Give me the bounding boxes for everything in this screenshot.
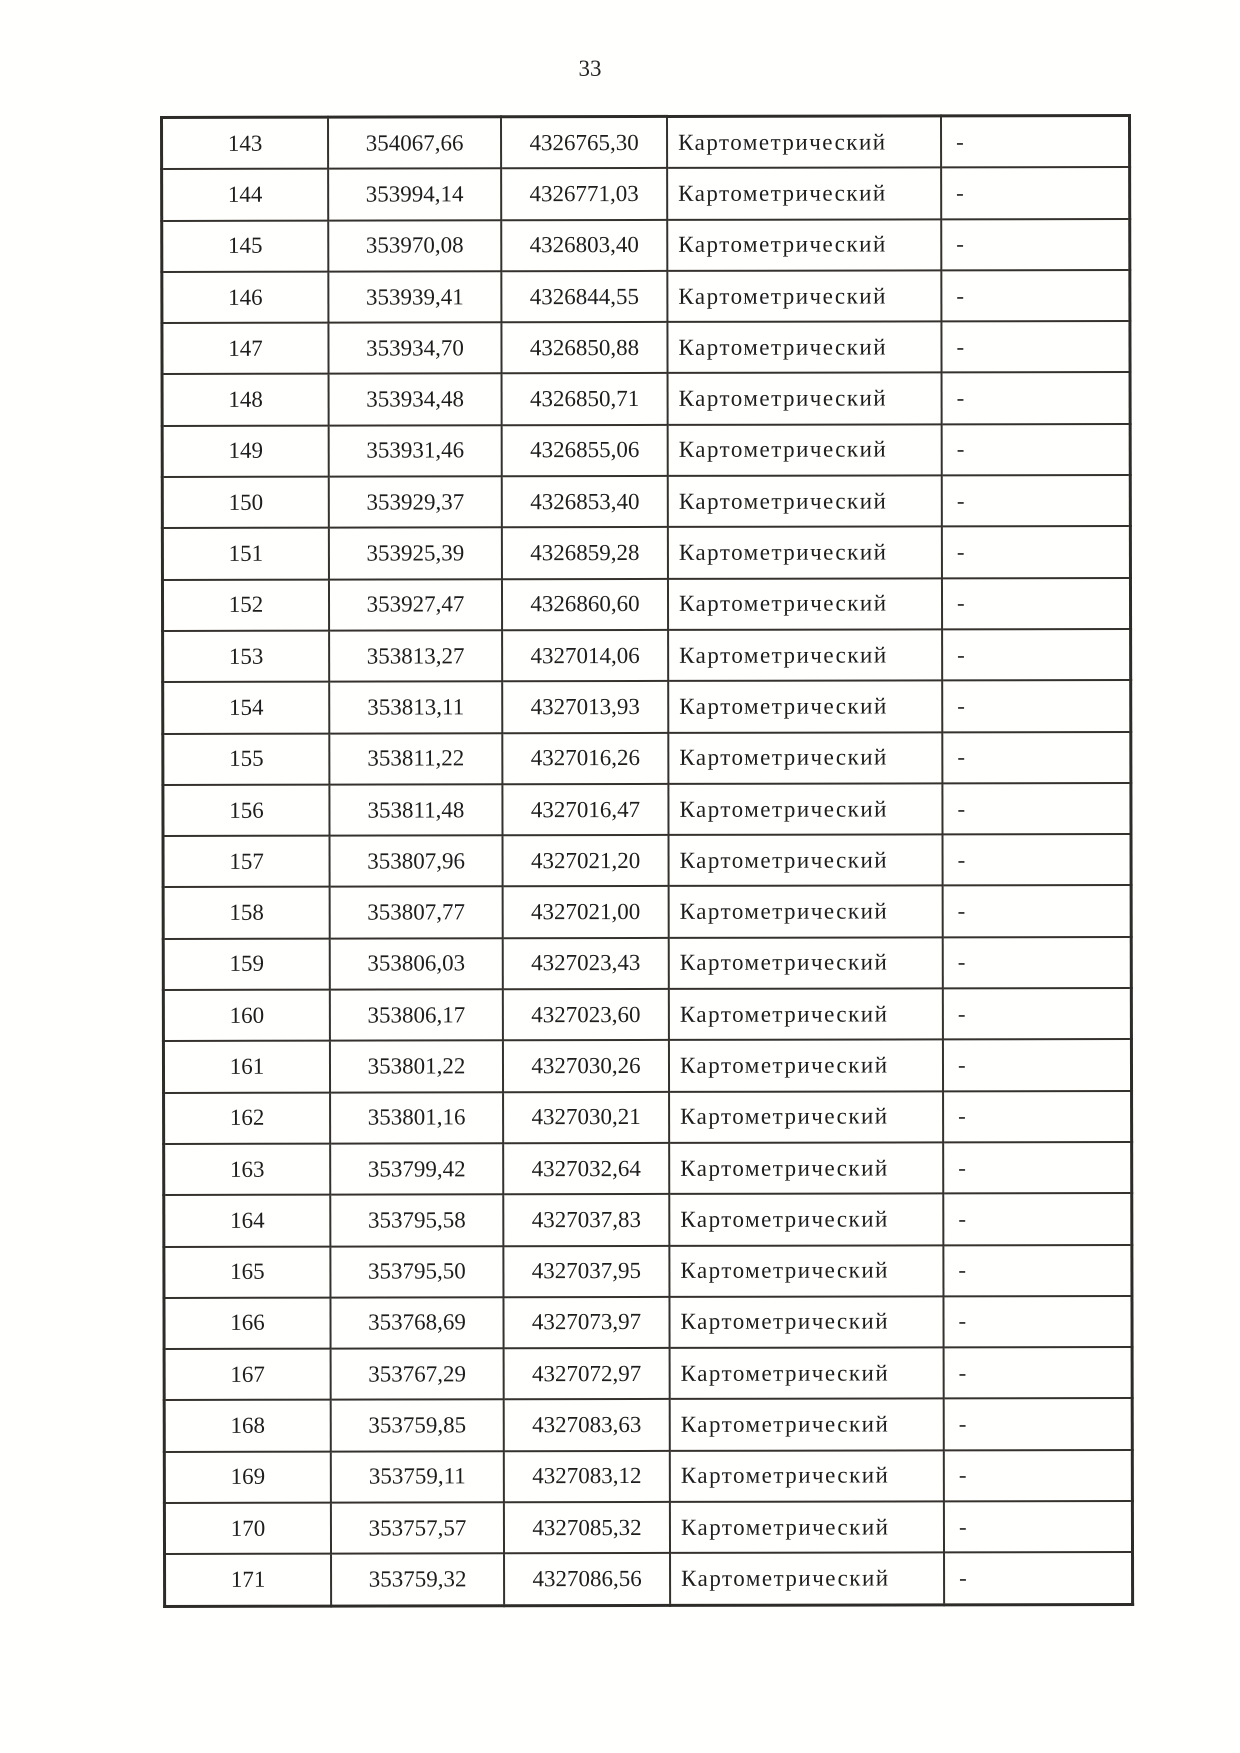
- cell-coordinate-y: 4327072,97: [504, 1348, 670, 1400]
- cell-point-number: 168: [164, 1400, 331, 1452]
- cell-dash: -: [942, 732, 1131, 784]
- cell-method: Картометрический: [669, 1194, 943, 1246]
- cell-dash: -: [942, 629, 1131, 681]
- cell-coordinate-y: 4326765,30: [501, 116, 667, 168]
- cell-coordinate-x: 353801,16: [330, 1092, 503, 1144]
- cell-method: Картометрический: [670, 1450, 944, 1502]
- cell-dash: -: [943, 1142, 1132, 1194]
- cell-dash: -: [944, 1450, 1133, 1502]
- cell-method: Картометрический: [669, 1245, 943, 1297]
- cell-coordinate-x: 353813,11: [329, 682, 502, 734]
- cell-coordinate-x: 353806,03: [330, 938, 503, 990]
- table-row: [164, 1244, 1132, 1297]
- cell-point-number: 147: [162, 323, 329, 375]
- cell-coordinate-x: 353795,50: [330, 1246, 503, 1298]
- cell-point-number: 155: [163, 733, 330, 785]
- cell-point-number: 171: [165, 1554, 332, 1606]
- cell-coordinate-x: 353813,27: [329, 630, 502, 682]
- cell-coordinate-y: 4327014,06: [502, 630, 668, 682]
- cell-method: Картометрический: [669, 1091, 943, 1143]
- cell-method: Картометрический: [669, 886, 943, 938]
- cell-coordinate-y: 4327083,12: [504, 1451, 670, 1503]
- cell-point-number: 146: [162, 272, 329, 324]
- cell-method: Картометрический: [670, 1501, 944, 1553]
- table-row: [163, 1039, 1131, 1092]
- cell-dash: -: [943, 1244, 1132, 1296]
- table-row: [165, 1552, 1133, 1606]
- cell-point-number: 166: [164, 1297, 331, 1349]
- table-row: [163, 885, 1131, 938]
- cell-dash: -: [942, 680, 1131, 732]
- cell-coordinate-y: 4326860,60: [502, 579, 668, 631]
- cell-coordinate-y: 4327013,93: [502, 681, 668, 733]
- cell-dash: -: [943, 885, 1132, 937]
- cell-method: Картометрический: [668, 527, 942, 579]
- cell-coordinate-x: 353759,32: [331, 1554, 504, 1606]
- table-row: [162, 321, 1130, 374]
- cell-coordinate-x: 353994,14: [328, 169, 501, 221]
- cell-dash: -: [943, 988, 1132, 1040]
- cell-coordinate-y: 4327021,20: [503, 835, 669, 887]
- cell-point-number: 169: [164, 1451, 331, 1503]
- cell-method: Картометрический: [667, 168, 941, 220]
- cell-method: Картометрический: [670, 1347, 944, 1399]
- cell-point-number: 157: [163, 836, 330, 888]
- table-row: [163, 783, 1131, 836]
- table-row: [163, 629, 1131, 682]
- coordinates-table: [160, 114, 1134, 1608]
- cell-method: Картометрический: [669, 988, 943, 1040]
- cell-method: Картометрический: [669, 1142, 943, 1194]
- cell-coordinate-x: 354067,66: [328, 117, 501, 169]
- cell-dash: -: [941, 115, 1130, 167]
- table-row: [163, 732, 1131, 785]
- cell-point-number: 159: [163, 938, 330, 990]
- table-row: [164, 1450, 1132, 1503]
- cell-coordinate-x: 353811,48: [329, 784, 502, 836]
- cell-dash: -: [944, 1398, 1133, 1450]
- cell-coordinate-y: 4327083,63: [504, 1399, 670, 1451]
- coordinates-table-wrap: [160, 114, 1134, 1608]
- cell-point-number: 162: [164, 1092, 331, 1144]
- cell-coordinate-x: 353925,39: [329, 528, 502, 580]
- cell-coordinate-y: 4327030,21: [503, 1092, 669, 1144]
- cell-coordinate-x: 353934,70: [328, 322, 501, 374]
- page-number: 33: [578, 56, 602, 81]
- cell-dash: -: [943, 1296, 1132, 1348]
- cell-point-number: 143: [162, 117, 329, 169]
- cell-coordinate-x: 353768,69: [330, 1297, 503, 1349]
- cell-coordinate-y: 4327032,64: [503, 1143, 669, 1195]
- cell-coordinate-y: 4326855,06: [502, 425, 668, 477]
- table-row: [162, 424, 1130, 477]
- cell-coordinate-x: 353807,77: [330, 887, 503, 939]
- cell-coordinate-y: 4327016,47: [502, 784, 668, 836]
- table-row: [164, 1142, 1132, 1195]
- cell-point-number: 144: [162, 169, 329, 221]
- cell-coordinate-x: 353806,17: [330, 989, 503, 1041]
- cell-method: Картометрический: [670, 1553, 944, 1605]
- cell-dash: -: [941, 219, 1130, 271]
- cell-coordinate-y: 4326771,03: [501, 168, 667, 220]
- cell-dash: -: [944, 1347, 1133, 1399]
- cell-method: Картометрический: [668, 424, 942, 476]
- table-row: [162, 372, 1130, 425]
- cell-coordinate-x: 353931,46: [329, 425, 502, 477]
- cell-coordinate-y: 4326859,28: [502, 527, 668, 579]
- cell-method: Картометрический: [669, 937, 943, 989]
- cell-coordinate-y: 4327037,83: [503, 1194, 669, 1246]
- cell-method: Картометрический: [667, 322, 941, 374]
- cell-coordinate-x: 353811,22: [329, 733, 502, 785]
- table-row: [163, 834, 1131, 887]
- cell-coordinate-y: 4327016,26: [502, 732, 668, 784]
- cell-method: Картометрический: [669, 835, 943, 887]
- cell-dash: -: [943, 834, 1132, 886]
- cell-coordinate-x: 353807,96: [330, 835, 503, 887]
- cell-method: Картометрический: [667, 270, 941, 322]
- cell-coordinate-y: 4326850,71: [502, 373, 668, 425]
- cell-method: Картометрический: [670, 1399, 944, 1451]
- cell-dash: -: [942, 783, 1131, 835]
- cell-dash: -: [943, 937, 1132, 989]
- cell-dash: -: [941, 321, 1130, 373]
- table-row: [162, 526, 1130, 579]
- cell-dash: -: [944, 1501, 1133, 1553]
- cell-dash: -: [942, 424, 1131, 476]
- table-row: [162, 270, 1130, 323]
- cell-coordinate-x: 353929,37: [329, 476, 502, 528]
- cell-coordinate-y: 4327037,95: [503, 1245, 669, 1297]
- cell-method: Картометрический: [668, 629, 942, 681]
- cell-coordinate-x: 353970,08: [328, 220, 501, 272]
- cell-coordinate-x: 353799,42: [330, 1143, 503, 1195]
- table-row: [164, 1296, 1132, 1349]
- cell-method: Картометрический: [669, 1040, 943, 1092]
- cell-coordinate-y: 4327021,00: [503, 886, 669, 938]
- cell-method: Картометрический: [668, 373, 942, 425]
- cell-coordinate-x: 353795,58: [330, 1195, 503, 1247]
- cell-method: Картометрический: [667, 219, 941, 271]
- cell-point-number: 164: [164, 1195, 331, 1247]
- cell-coordinate-x: 353759,11: [331, 1451, 504, 1503]
- cell-dash: -: [943, 1193, 1132, 1245]
- table-row: [164, 1398, 1132, 1451]
- cell-point-number: 153: [163, 631, 330, 683]
- cell-point-number: 150: [162, 477, 329, 529]
- cell-coordinate-y: 4327023,43: [503, 938, 669, 990]
- table-row: [164, 1091, 1132, 1144]
- cell-coordinate-x: 353934,48: [329, 374, 502, 426]
- cell-point-number: 163: [164, 1144, 331, 1196]
- cell-method: Картометрический: [668, 578, 942, 630]
- cell-dash: -: [941, 167, 1130, 219]
- cell-coordinate-x: 353767,29: [331, 1348, 504, 1400]
- cell-point-number: 152: [162, 579, 329, 631]
- cell-method: Картометрический: [668, 732, 942, 784]
- cell-point-number: 154: [163, 682, 330, 734]
- cell-coordinate-y: 4327030,26: [503, 1040, 669, 1092]
- cell-coordinate-x: 353939,41: [328, 271, 501, 323]
- cell-point-number: 160: [163, 990, 330, 1042]
- cell-method: Картометрический: [669, 1296, 943, 1348]
- cell-dash: -: [943, 1039, 1132, 1091]
- cell-dash: -: [942, 526, 1131, 578]
- cell-dash: -: [942, 475, 1131, 527]
- cell-dash: -: [942, 372, 1131, 424]
- cell-dash: -: [943, 1091, 1132, 1143]
- cell-coordinate-x: 353801,22: [330, 1041, 503, 1093]
- cell-dash: -: [944, 1552, 1133, 1604]
- cell-coordinate-y: 4326850,88: [501, 322, 667, 374]
- table-row: [163, 680, 1131, 733]
- cell-point-number: 161: [163, 1041, 330, 1093]
- table-row: [162, 578, 1130, 631]
- cell-point-number: 165: [164, 1246, 331, 1298]
- cell-point-number: 170: [164, 1503, 331, 1555]
- cell-point-number: 151: [162, 528, 329, 580]
- cell-point-number: 167: [164, 1349, 331, 1401]
- table-row: [164, 1347, 1132, 1400]
- cell-coordinate-x: 353757,57: [331, 1502, 504, 1554]
- cell-coordinate-y: 4326844,55: [501, 271, 667, 323]
- table-row: [164, 1501, 1132, 1554]
- cell-dash: -: [942, 578, 1131, 630]
- cell-coordinate-y: 4326803,40: [501, 220, 667, 272]
- table-row: [162, 475, 1130, 528]
- cell-coordinate-x: 353759,85: [331, 1400, 504, 1452]
- table-row: [163, 937, 1131, 990]
- cell-coordinate-y: 4326853,40: [502, 476, 668, 528]
- cell-point-number: 149: [162, 425, 329, 477]
- cell-point-number: 156: [163, 785, 330, 837]
- cell-coordinate-y: 4327086,56: [504, 1553, 670, 1605]
- cell-point-number: 145: [162, 220, 329, 272]
- cell-point-number: 158: [163, 887, 330, 939]
- table-row: [162, 115, 1130, 169]
- table-row: [163, 988, 1131, 1041]
- table-row: [162, 167, 1130, 220]
- cell-coordinate-x: 353927,47: [329, 579, 502, 631]
- cell-coordinate-y: 4327085,32: [504, 1502, 670, 1554]
- cell-method: Картометрический: [667, 116, 941, 168]
- coordinates-table-body: [162, 115, 1133, 1606]
- cell-dash: -: [941, 270, 1130, 322]
- cell-coordinate-y: 4327023,60: [503, 989, 669, 1041]
- cell-point-number: 148: [162, 374, 329, 426]
- cell-method: Картометрический: [668, 475, 942, 527]
- cell-coordinate-y: 4327073,97: [503, 1297, 669, 1349]
- table-row: [162, 219, 1130, 272]
- table-row: [164, 1193, 1132, 1246]
- cell-method: Картометрический: [668, 783, 942, 835]
- cell-method: Картометрический: [668, 681, 942, 733]
